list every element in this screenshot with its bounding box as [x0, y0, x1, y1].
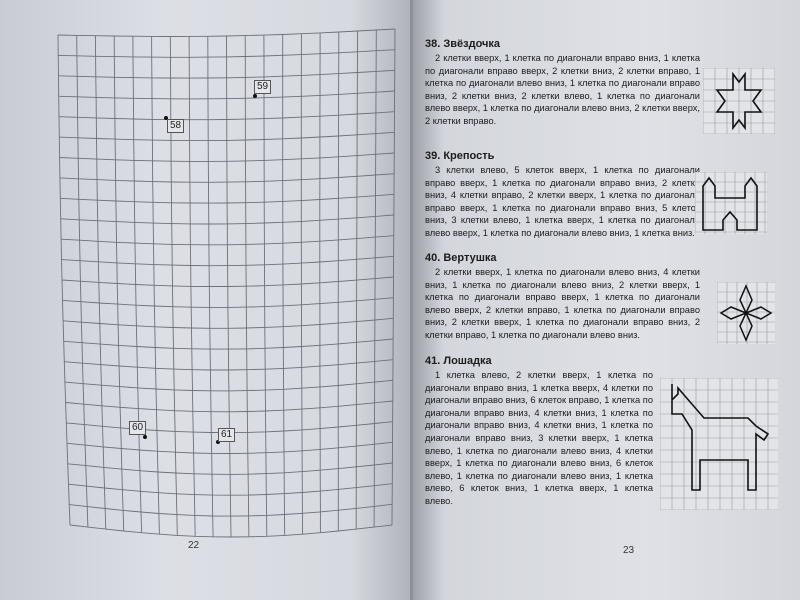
task-instructions: 2 клетки вверх, 1 клетка по диагонали влево вниз, 4 клетки вниз, 1 клетка по диагонали влево вниз, 2 клетки вверх, 1 клетка по диагонали вправо вверх, 1 клетка по диагонали влево вверх, 2 клетки вправо, 1 клетка по диагонали вправо вниз, 2 клетки вверх, 1 клетка по диагонали вправо вниз, 2 клетки вправо, 1 клетка по диагонали влево вниз.: [425, 267, 700, 340]
grid-column-line: [338, 32, 339, 531]
pinwheel-figure: [717, 282, 775, 344]
task-title: 39. Крепость: [425, 150, 495, 162]
page-number: 23: [623, 545, 635, 556]
point-label: 59: [254, 80, 271, 94]
task-title: 38. Звёздочка: [425, 38, 501, 50]
point-label: 58: [167, 119, 184, 133]
task-38-star: [425, 38, 700, 128]
task-instructions: 1 клетка влево, 2 клетки вверх, 1 клетка по диагонали вправо вниз, 1 клетка вверх, 4 клетки по диагонали вправо вниз, 6 клеток вправо, 1 клетка по диагонали вправо вниз, 4 клетки вниз, 1 клетка по диагонали вправо вниз, 4 клетки вниз, 1 клетка по диагонали вправо вниз, 3 клетки вверх, 1 клетка влево, 1 клетка по диагонали влево вниз, 4 клетки вверх, 1 клетка по диагонали влево вниз, 6 клеток влево, 1 клетка по диагонали влево вниз, 1 клетка влево, 6 клеток вниз, 1 клетка вверх, 1 клетка влево.: [425, 370, 653, 506]
grid-row-line: [58, 29, 395, 37]
point-label: 61: [218, 428, 235, 442]
task-title: 40. Вертушка: [425, 252, 497, 264]
task-40-pinwheel: [425, 252, 700, 342]
fortress-figure: [695, 172, 767, 234]
point-label: 60: [129, 421, 146, 435]
task-instructions: 2 клетки вверх, 1 клетка по диагонали вправо вниз, 1 клетка по диагонали вправо вверх, 2 клетки вниз, 2 клетки вправо, 1 клетка по диагонали влево вниз, 1 клетка по диагонали вправо вниз, 2 клетки вниз, 2 клетки влево, 1 клетка по диагонали влево вверх, 1 клетка по диагонали влево вниз, 2 клетки вверх, 2 клетки вправо.: [425, 53, 700, 126]
task-39-fortress: [425, 150, 700, 240]
page-number: 22: [188, 540, 200, 551]
grid-point-dot: [143, 435, 147, 439]
task-41-horse: [425, 355, 653, 508]
star-figure: [703, 68, 775, 134]
task-instructions: 3 клетки влево, 5 клеток вверх, 1 клетка по диагонали вправо вверх, 1 клетка по диагонали вправо вниз, 2 клетки вниз, 4 клетки вправо, 2 клетки вверх, 1 клетка по диагонали вправо вверх, 1 клетка по диагонали вправо вниз, 5 клеток вниз, 3 клетки влево, 1 клетка вверх, 1 клетка по диагонали влево вверх, 1 клетка по диагонали влево вниз, 1 клетка вниз.: [425, 165, 700, 238]
horse-figure: [660, 378, 778, 510]
task-title: 41. Лошадка: [425, 355, 492, 367]
grid-point-dot: [253, 94, 257, 98]
